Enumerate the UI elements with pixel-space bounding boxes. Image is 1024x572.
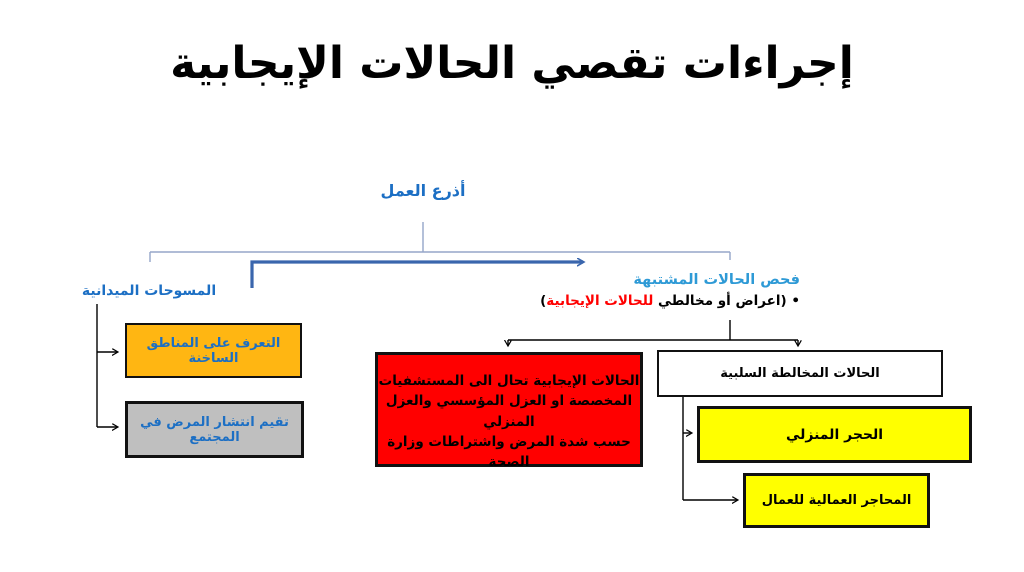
community-spread-box: تقيم انتشار المرض في المجتمع (125, 401, 304, 458)
red-box-line: حسب شدة المرض واشتراطات وزارة الصحة (387, 433, 631, 470)
note-text-black: • (اعراض أو مخالطي (653, 293, 800, 309)
positive-cases-referral-box (375, 352, 643, 470)
negative-contacts-box: الحالات المخالطة السلبية (657, 350, 943, 397)
labor-quarantine-box: المحاجر العمالية للعمال (743, 473, 930, 528)
note-close-paren: ) (540, 293, 547, 309)
field-surveys-label: المسوحات الميدانية (81, 283, 217, 299)
suspected-cases-note (540, 291, 800, 312)
flow-arrow-blue (252, 262, 583, 288)
right-branch-spine (508, 320, 798, 340)
suspected-cases-block (540, 269, 800, 312)
slide-title: إجراءات تقصي الحالات الإيجابية (170, 38, 854, 89)
tree-bracket-line (150, 222, 730, 262)
suspected-cases-label: فحص الحالات المشتبهة (633, 272, 800, 288)
work-arms-label: أذرع العمل (380, 181, 466, 200)
note-text-red: للحالات الإيجابية (546, 293, 654, 309)
red-box-line: الحالات الإيجابية تحال الى المستشفيات (378, 373, 640, 389)
hot-areas-box: التعرف على المناطق الساخنة (125, 323, 302, 378)
red-box-line: المخصصة او العزل المؤسسي والعزل المنزلي (385, 393, 633, 430)
home-quarantine-box: الحجر المنزلي (697, 406, 972, 463)
